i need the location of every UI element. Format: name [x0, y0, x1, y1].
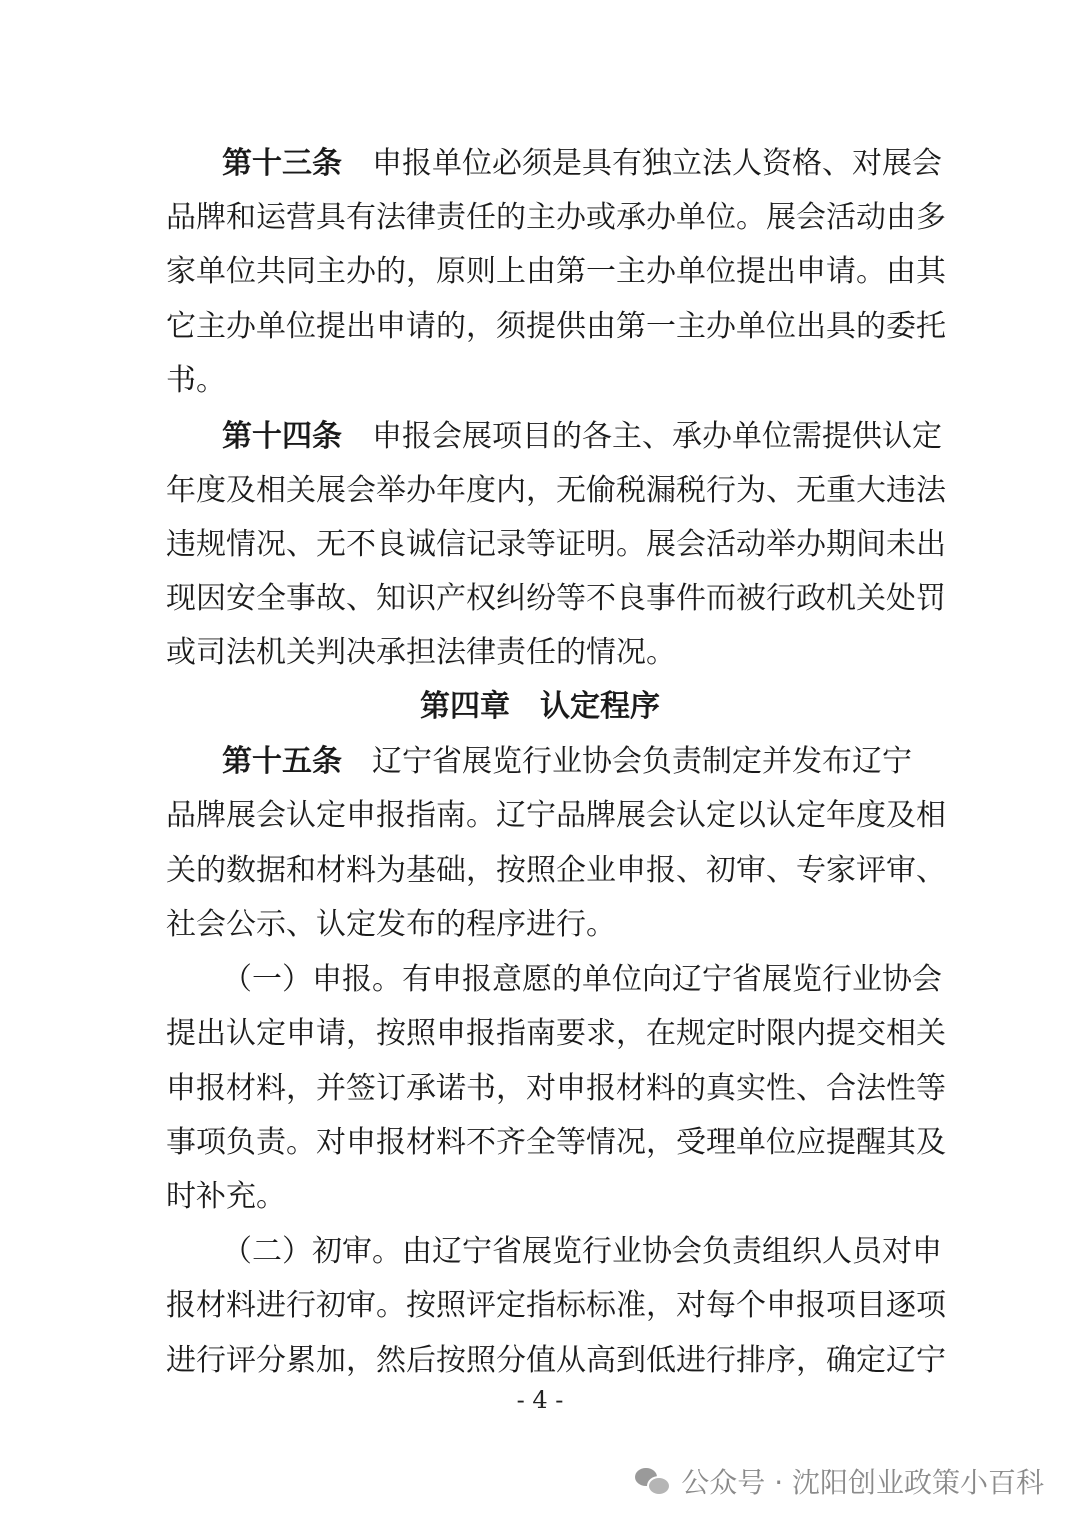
article-14-line-4: 现因安全事故、知识产权纠纷等不良事件而被行政机关处罚 [166, 581, 946, 616]
article-15-line-1: 第十五条 辽宁省展览行业协会负责制定并发布辽宁 [222, 744, 912, 779]
article-13-line-5: 书。 [166, 363, 226, 398]
watermark-text: 公众号 · 沈阳创业政策小百科 [681, 1466, 1044, 1499]
item-1-line-3: 申报材料，并签订承诺书，对申报材料的真实性、合法性等 [166, 1071, 946, 1106]
article-15-line-4: 社会公示、认定发布的程序进行。 [166, 907, 616, 942]
article-13-line-3: 家单位共同主办的，原则上由第一主办单位提出申请。由其 [166, 254, 946, 289]
article-13-line-4: 它主办单位提出申请的，须提供由第一主办单位出具的委托 [166, 309, 946, 344]
article-14-line-5: 或司法机关判决承担法律责任的情况。 [166, 635, 676, 670]
article-14-line-3: 违规情况、无不良诚信记录等证明。展会活动举办期间未出 [166, 527, 946, 562]
article-13-heading: 第十三条 [222, 146, 342, 181]
article-15-line-3: 关的数据和材料为基础，按照企业申报、初审、专家评审、 [166, 853, 946, 888]
article-13-line-1: 第十三条 申报单位必须是具有独立法人资格、对展会 [222, 146, 942, 181]
page-number: - 4 - [516, 1386, 564, 1414]
wechat-icon [635, 1466, 669, 1496]
chapter-title: 第四章 认定程序 [420, 689, 660, 724]
wechat-watermark [635, 1457, 1044, 1505]
article-14-line-1: 第十四条 申报会展项目的各主、承办单位需提供认定 [222, 419, 942, 454]
item-1-line-4: 事项负责。对申报材料不齐全等情况，受理单位应提醒其及 [166, 1125, 946, 1160]
article-15-line-2: 品牌展会认定申报指南。辽宁品牌展会认定以认定年度及相 [166, 798, 946, 833]
item-1-line-5: 时补充。 [166, 1179, 286, 1214]
article-13-line-2: 品牌和运营具有法律责任的主办或承办单位。展会活动由多 [166, 200, 946, 235]
article-14-line-2: 年度及相关展会举办年度内，无偷税漏税行为、无重大违法 [166, 473, 946, 508]
article-15-heading: 第十五条 [222, 744, 342, 779]
item-2-line-3: 进行评分累加，然后按照分值从高到低进行排序，确定辽宁 [166, 1343, 946, 1378]
item-1-line-2: 提出认定申请，按照申报指南要求，在规定时限内提交相关 [166, 1016, 946, 1051]
article-14-heading: 第十四条 [222, 419, 342, 454]
item-2-line-2: 报材料进行初审。按照评定指标标准，对每个申报项目逐项 [166, 1288, 946, 1323]
item-1-line-1: （一）申报。有申报意愿的单位向辽宁省展览行业协会 [222, 962, 942, 997]
item-2-line-1: （二）初审。由辽宁省展览行业协会负责组织人员对申 [222, 1234, 942, 1269]
